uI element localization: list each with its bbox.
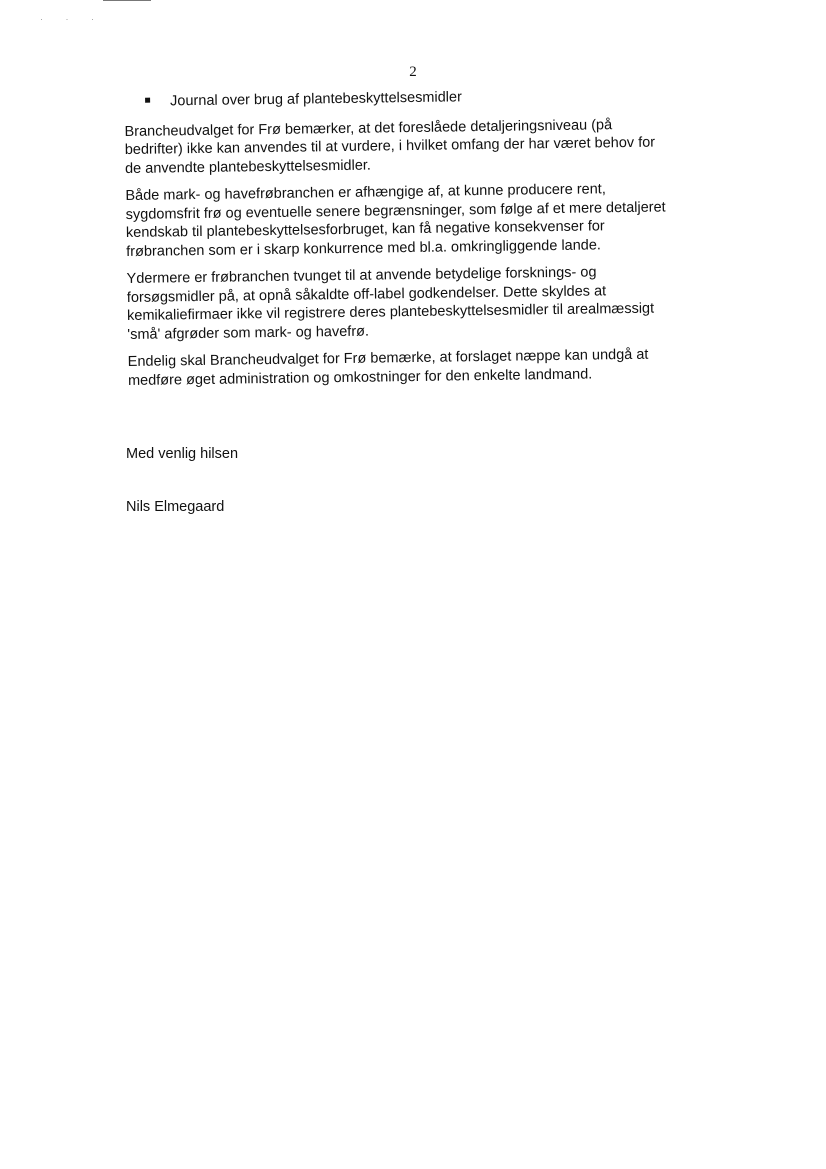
closing-greeting: Med venlig hilsen [126,446,239,462]
paragraph-2: Både mark- og havefrøbranchen er afhængige af, at kunne producere rent, sygdomsfrit frø og eventuelle senere begrænsninger, som følge af et mere detaljeret kendskab til plantebeskyttelsesforbruget, kan få negative konsekvenser for frøbranchen som er i skarp konkurrence med bl.a. omkringliggende lande. [125,181,666,260]
signature-name: Nils Elmegaard [126,499,225,515]
letter-body [124,84,748,399]
scan-artifact-line [103,0,151,1]
paragraph-4: Endelig skal Brancheudvalget for Frø bemærke, at forslaget næppe kan undgå at medføre øget administration og omkostninger for den enkelte landmand. [127,346,649,389]
paragraph-3: Ydermere er frøbranchen tvunget til at anvende betydelige forsknings- og forsøgsmidler på, at opnå såkaldte off-label godkendelser. Dette skyldes at kemikaliefirmaer ikke vil registrere deres plantebeskyttelsesmidler til arealmæssigt 'små' afgrøder som mark- og havefrø. [126,264,655,343]
bullet-text: Journal over brug af plantebeskyttelsesmidler [170,89,462,110]
paragraph-1: Brancheudvalget for Frø bemærker, at det foreslåede detaljeringsniveau (på bedrifter) ikke kan anvendes til at vurdere, i hvilket omfang der har været behov for de anvendte plantebeskyttelsesmidler. [124,116,656,177]
scan-artifact-specks: · · · [40,14,104,24]
bullet-item [145,84,744,111]
page-number: 2 [409,64,417,80]
bullet-square-icon [145,98,150,103]
